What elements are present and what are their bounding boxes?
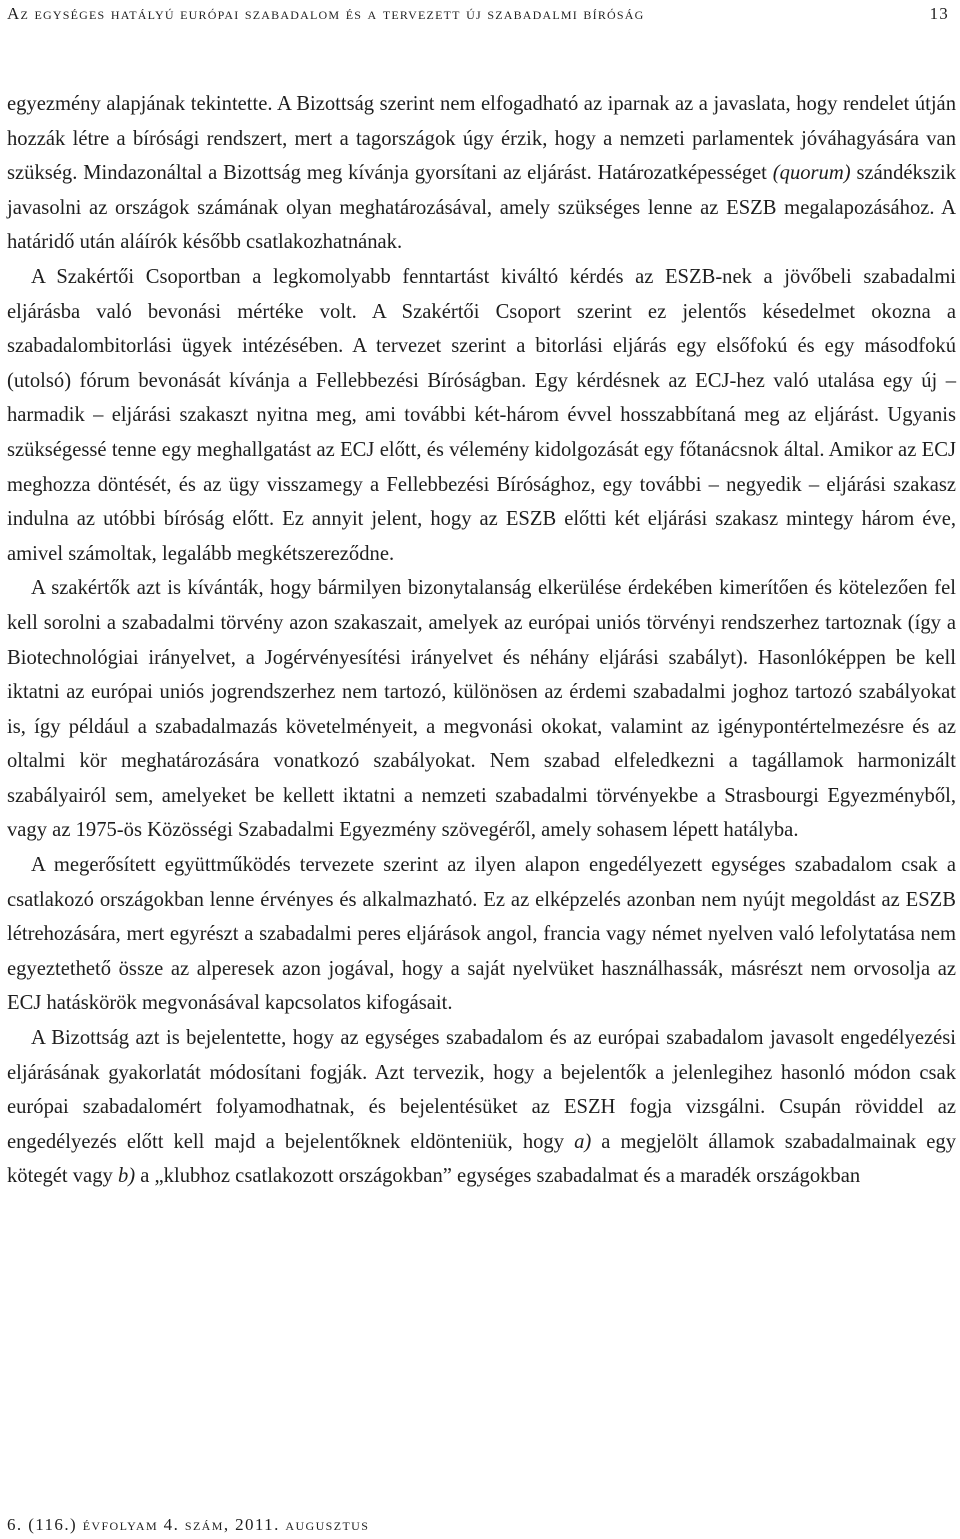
running-title: Az egységes hatályú európai szabadalom és a tervezett új szabadalmi bíróság (7, 4, 645, 23)
paragraph: egyezmény alapjának tekintette. A Bizottság szerint nem elfogadható az iparnak az a javaslata, hogy rendelet útján hozzák létre a bírósági rendszert, mert a tagországok úgy érzik, hogy a nemzeti parlamentek jóváhagyására van szükség. Mindazonáltal a Bizottság meg kívánja gyorsítani az eljárást. Határozatképességet (quorum) szándékszik javasolni az országok számának olyan meghatározásával, amely szükséges lenne az ESZB megalapozásához. A határidő után aláírók később csatlakozhatnának. (7, 93, 956, 254)
body-text (7, 87, 956, 1194)
italic-marker: a) (574, 1130, 592, 1153)
italic-term: (quorum) (772, 162, 851, 185)
paragraph: A Bizottság azt is bejelentette, hogy az egységes szabadalom és az európai szabadalom javasolt engedélyezési eljárásának gyakorlatát módosítani fogják. Azt tervezik, hogy a bejelentők a jelenlegihez hasonló módon csak európai szabadalomért folyamodhatnak, és bejelentésüket az ESZH fogja vizsgálni. Csupán röviddel az engedélyezés előtt kell majd a bejelentőknek eldönteniük, hogy a) a megjelölt államok szabadalmainak egy kötegét vagy b) a „klubhoz csatlakozott országokban” egységes szabadalmat és a maradék országokban (7, 1027, 956, 1188)
italic-marker: b) (117, 1165, 136, 1188)
page-number: 13 (929, 4, 949, 23)
issue-footer: 6. (116.) évfolyam 4. szám, 2011. augusztus (7, 1515, 370, 1534)
paragraph: A Szakértői Csoportban a legkomolyabb fenntartást kiváltó kérdés az ESZB-nek a jövőbeli szabadalmi eljárásba való bevonási mértéke volt. A Szakértői Csoport szerint ez jelentős késedelmet okozna a szabadalombitorlási ügyek intézésében. A tervezet szerint a bitorlási eljárás egy elsőfokú és egy másodfokú (utolsó) fórum bevonását kívánja a Fellebbezési Bíróságban. Egy kérdésnek az ECJ-hez való utalása egy új – harmadik – eljárási szakaszt nyitna meg, ami további két-három évvel hosszabbítaná meg az eljárást. Ugyanis szükségessé tenne egy meghallgatást az ECJ előtt, és vélemény kidolgozását egy főtanácsnok által. Amikor az ECJ meghozza döntését, és az ügy visszamegy a Fellebbezési Bírósághoz, egy további – negyedik – eljárási szakasz indulna az utóbbi bíróság előtt. Ez annyit jelent, hogy az ESZB előtti két eljárási szakasz mintegy három éve, amivel számoltak, legalább megkétszereződne. (7, 265, 956, 565)
running-header (7, 4, 949, 30)
paragraph: A szakértők azt is kívánták, hogy bármilyen bizonytalanság elkerülése érdekében kimerítően és kötelezően fel kell sorolni a szabadalmi törvény azon szakaszait, amelyek az európai uniós törvényi rendszerhez tartoznak (így a Biotechnológiai irányelvet, a Jogérvényesítési irányelvet és néhány eljárási szabályt). Hasonlóképpen be kell iktatni az európai uniós jogrendszerhez nem tartozó, különösen az érdemi szabadalmi joghoz tartozó szabályokat is, így például a szabadalmazás követelményeit, a megvonási okokat, valamint az igénypontértelmezésre és az oltalmi kör meghatározására vonatkozó szabályokat. Nem szabad elfeledkezni a tagállamok harmonizált szabályairól sem, amelyeket be kellett iktatni a nemzeti szabadalmi törvényekbe a Strasbourgi Egyezményből, vagy az 1975-ös Közösségi Szabadalmi Egyezmény szövegéről, amely sohasem lépett hatályba. (7, 577, 956, 842)
paragraph: A megerősített együttműködés tervezete szerint az ilyen alapon engedélyezett egységes szabadalom csak a csatlakozó országokban lenne érvényes és alkalmazható. Ez az elképzelés azonban nem nyújt megoldást az ESZB létrehozására, mert egyrészt a szabadalmi peres eljárások angol, francia vagy német nyelven való lefolytatása nem egyeztethető össze az alperesek azon jogával, hogy a saját nyelvüket használhassák, másrészt nem orvosolja az ECJ hatáskörök megvonásával kapcsolatos kifogásait. (7, 854, 956, 1015)
